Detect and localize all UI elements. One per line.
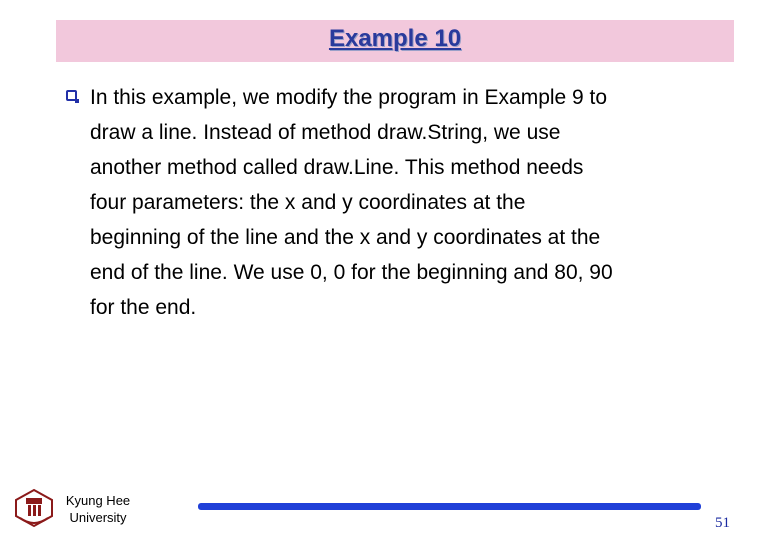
university-name	[58, 492, 138, 526]
university-emblem-icon	[12, 488, 56, 533]
bullet-square-icon	[66, 90, 77, 101]
bullet-text: In this example, we modify the program in Example 9 to draw a line. Instead of method draw.String, we use another method called draw.Line. This method needs four parameters: the x and y coordinates at the beginning of the line and the x and y coordinates at the end of the line. We use 0, 0 for the beginning and 80, 90 for the end.	[90, 86, 613, 319]
university-name-line1: Kyung Hee	[65, 493, 131, 508]
title-bar	[56, 20, 734, 62]
page-number: 51	[715, 515, 730, 531]
university-name-line2: University	[69, 510, 127, 525]
slide-title: Example 10	[328, 25, 462, 52]
footer-divider	[198, 503, 701, 510]
